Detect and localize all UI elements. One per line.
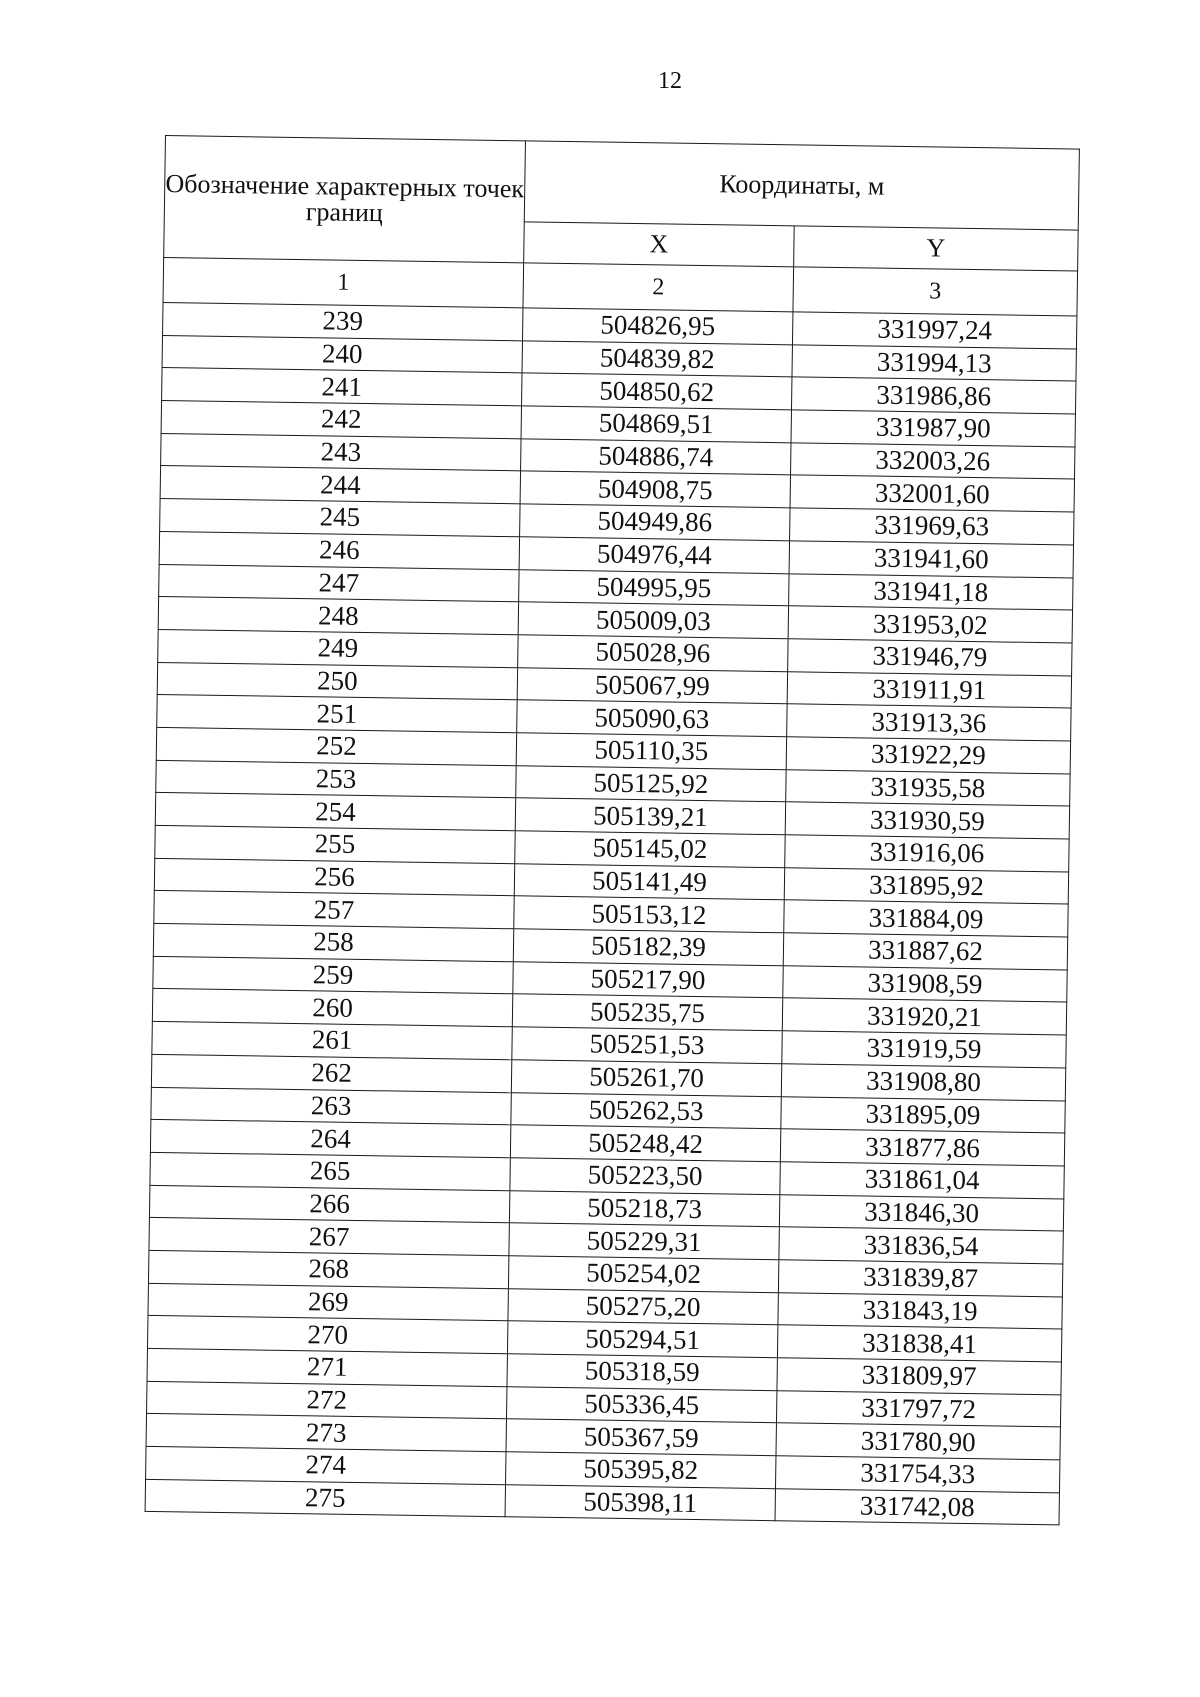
point-cell: 241 xyxy=(162,368,522,406)
y-coordinate-cell: 331919,59 xyxy=(782,1031,1066,1068)
x-coordinate-cell: 505153,12 xyxy=(514,896,784,933)
x-coordinate-cell: 505275,20 xyxy=(508,1288,778,1325)
point-cell: 251 xyxy=(157,695,517,733)
x-coordinate-cell: 504949,86 xyxy=(520,504,790,541)
y-coordinate-cell: 331941,60 xyxy=(789,541,1073,578)
x-coordinate-cell: 505318,59 xyxy=(507,1354,777,1391)
x-coordinate-cell: 505261,70 xyxy=(511,1060,781,1097)
y-coordinate-cell: 331754,33 xyxy=(775,1456,1059,1493)
x-coordinate-cell: 505248,42 xyxy=(510,1125,780,1162)
x-coordinate-cell: 505139,21 xyxy=(515,798,785,835)
x-coordinate-cell: 505067,99 xyxy=(517,667,787,704)
x-coordinate-cell: 505336,45 xyxy=(506,1386,776,1423)
y-coordinate-cell: 331843,19 xyxy=(778,1292,1062,1329)
point-cell: 249 xyxy=(158,629,518,667)
x-coordinate-cell: 505218,73 xyxy=(509,1190,779,1227)
y-coordinate-cell: 331953,02 xyxy=(788,606,1072,643)
coordinates-header: Координаты, м xyxy=(524,141,1079,230)
point-cell: 246 xyxy=(159,531,519,569)
point-cell: 262 xyxy=(151,1054,511,1092)
y-coordinate-cell: 331887,62 xyxy=(783,933,1067,970)
y-coordinate-cell: 331908,59 xyxy=(783,966,1067,1003)
y-coordinate-cell: 331797,72 xyxy=(776,1390,1060,1427)
x-coordinate-cell: 504869,51 xyxy=(521,406,791,443)
y-coordinate-cell: 331877,86 xyxy=(780,1129,1064,1166)
page-number: 12 xyxy=(658,68,682,94)
x-coordinate-cell: 505229,31 xyxy=(509,1223,779,1260)
column-number-2: 2 xyxy=(523,263,794,312)
table-body xyxy=(145,302,1077,1525)
x-coordinate-cell: 505367,59 xyxy=(506,1419,776,1456)
x-coordinate-cell: 505090,63 xyxy=(517,700,787,737)
point-cell: 275 xyxy=(145,1479,505,1517)
y-coordinate-cell: 331895,09 xyxy=(781,1096,1065,1133)
x-coordinate-cell: 505395,82 xyxy=(506,1452,776,1489)
x-coordinate-cell: 504839,82 xyxy=(522,341,792,378)
point-cell: 265 xyxy=(150,1152,510,1190)
point-cell: 272 xyxy=(147,1381,507,1419)
point-cell: 263 xyxy=(151,1087,511,1125)
y-coordinate-cell: 331941,18 xyxy=(789,573,1073,610)
x-coordinate-cell: 505182,39 xyxy=(513,929,783,966)
point-cell: 260 xyxy=(152,989,512,1027)
point-cell: 269 xyxy=(148,1283,508,1321)
column-number-3: 3 xyxy=(793,267,1078,316)
point-cell: 254 xyxy=(155,793,515,831)
y-coordinate-cell: 331884,09 xyxy=(784,900,1068,937)
y-coordinate-cell: 331986,86 xyxy=(791,377,1075,414)
point-cell: 264 xyxy=(150,1120,510,1158)
point-cell: 267 xyxy=(149,1218,509,1256)
y-coordinate-cell: 331780,90 xyxy=(776,1423,1060,1460)
point-cell: 266 xyxy=(149,1185,509,1223)
y-coordinate-cell: 331987,90 xyxy=(791,410,1075,447)
x-coordinate-cell: 505294,51 xyxy=(507,1321,777,1358)
x-coordinate-cell: 505009,03 xyxy=(518,602,788,639)
point-cell: 268 xyxy=(148,1250,508,1288)
point-cell: 245 xyxy=(160,499,520,537)
x-coordinate-cell: 504908,75 xyxy=(520,471,790,508)
point-cell: 273 xyxy=(146,1414,506,1452)
x-coordinate-cell: 504995,95 xyxy=(519,569,789,606)
x-header: X xyxy=(524,222,795,267)
y-coordinate-cell: 331935,58 xyxy=(786,769,1070,806)
y-coordinate-cell: 331846,30 xyxy=(779,1194,1063,1231)
coordinates-table xyxy=(145,135,1080,1526)
y-coordinate-cell: 331861,04 xyxy=(780,1162,1064,1199)
x-coordinate-cell: 505028,96 xyxy=(518,635,788,672)
point-cell: 239 xyxy=(163,302,523,340)
x-coordinate-cell: 504886,74 xyxy=(521,439,791,476)
point-cell: 250 xyxy=(157,662,517,700)
y-coordinate-cell: 331946,79 xyxy=(788,639,1072,676)
point-cell: 274 xyxy=(146,1446,506,1484)
y-header: Y xyxy=(794,226,1079,271)
x-coordinate-cell: 505398,11 xyxy=(505,1484,775,1521)
y-coordinate-cell: 331838,41 xyxy=(777,1325,1061,1362)
point-cell: 261 xyxy=(152,1022,512,1060)
point-cell: 243 xyxy=(161,433,521,471)
x-coordinate-cell: 504826,95 xyxy=(522,308,792,345)
y-coordinate-cell: 331839,87 xyxy=(778,1260,1062,1297)
point-cell: 240 xyxy=(162,335,522,373)
y-coordinate-cell: 331836,54 xyxy=(779,1227,1063,1264)
y-coordinate-cell: 331809,97 xyxy=(777,1358,1061,1395)
y-coordinate-cell: 331908,80 xyxy=(781,1064,1065,1101)
point-cell: 258 xyxy=(153,923,513,961)
x-coordinate-cell: 505125,92 xyxy=(516,765,786,802)
y-coordinate-cell: 332003,26 xyxy=(791,443,1075,480)
column-number-1: 1 xyxy=(163,257,524,307)
x-coordinate-cell: 505262,53 xyxy=(511,1092,781,1129)
y-coordinate-cell: 331969,63 xyxy=(790,508,1074,545)
point-cell: 253 xyxy=(156,760,516,798)
y-coordinate-cell: 331916,06 xyxy=(785,835,1069,872)
point-cell: 244 xyxy=(160,466,520,504)
point-cell: 248 xyxy=(158,597,518,635)
x-coordinate-cell: 505145,02 xyxy=(515,831,785,868)
table-header xyxy=(163,136,1079,317)
point-cell: 255 xyxy=(155,825,515,863)
y-coordinate-cell: 331930,59 xyxy=(785,802,1069,839)
point-cell: 247 xyxy=(159,564,519,602)
point-cell: 270 xyxy=(147,1316,507,1354)
point-cell: 242 xyxy=(161,401,521,439)
x-coordinate-cell: 505254,02 xyxy=(508,1256,778,1293)
x-coordinate-cell: 504850,62 xyxy=(522,373,792,410)
y-coordinate-cell: 331922,29 xyxy=(786,737,1070,774)
x-coordinate-cell: 505251,53 xyxy=(512,1027,782,1064)
y-coordinate-cell: 331913,36 xyxy=(787,704,1071,741)
point-cell: 271 xyxy=(147,1348,507,1386)
y-coordinate-cell: 331997,24 xyxy=(792,312,1076,349)
y-coordinate-cell: 331994,13 xyxy=(792,345,1076,382)
point-cell: 259 xyxy=(153,956,513,994)
x-coordinate-cell: 505217,90 xyxy=(513,962,783,999)
point-cell: 257 xyxy=(154,891,514,929)
x-coordinate-cell: 505110,35 xyxy=(516,733,786,770)
y-coordinate-cell: 331895,92 xyxy=(784,867,1068,904)
y-coordinate-cell: 332001,60 xyxy=(790,475,1074,512)
point-cell: 256 xyxy=(154,858,514,896)
x-coordinate-cell: 504976,44 xyxy=(519,537,789,574)
points-header: Обозначение характерных точек границ xyxy=(164,136,526,263)
point-cell: 252 xyxy=(156,727,516,765)
x-coordinate-cell: 505235,75 xyxy=(512,994,782,1031)
y-coordinate-cell: 331742,08 xyxy=(775,1488,1059,1525)
x-coordinate-cell: 505223,50 xyxy=(510,1158,780,1195)
y-coordinate-cell: 331920,21 xyxy=(782,998,1066,1035)
y-coordinate-cell: 331911,91 xyxy=(787,671,1071,708)
x-coordinate-cell: 505141,49 xyxy=(514,863,784,900)
